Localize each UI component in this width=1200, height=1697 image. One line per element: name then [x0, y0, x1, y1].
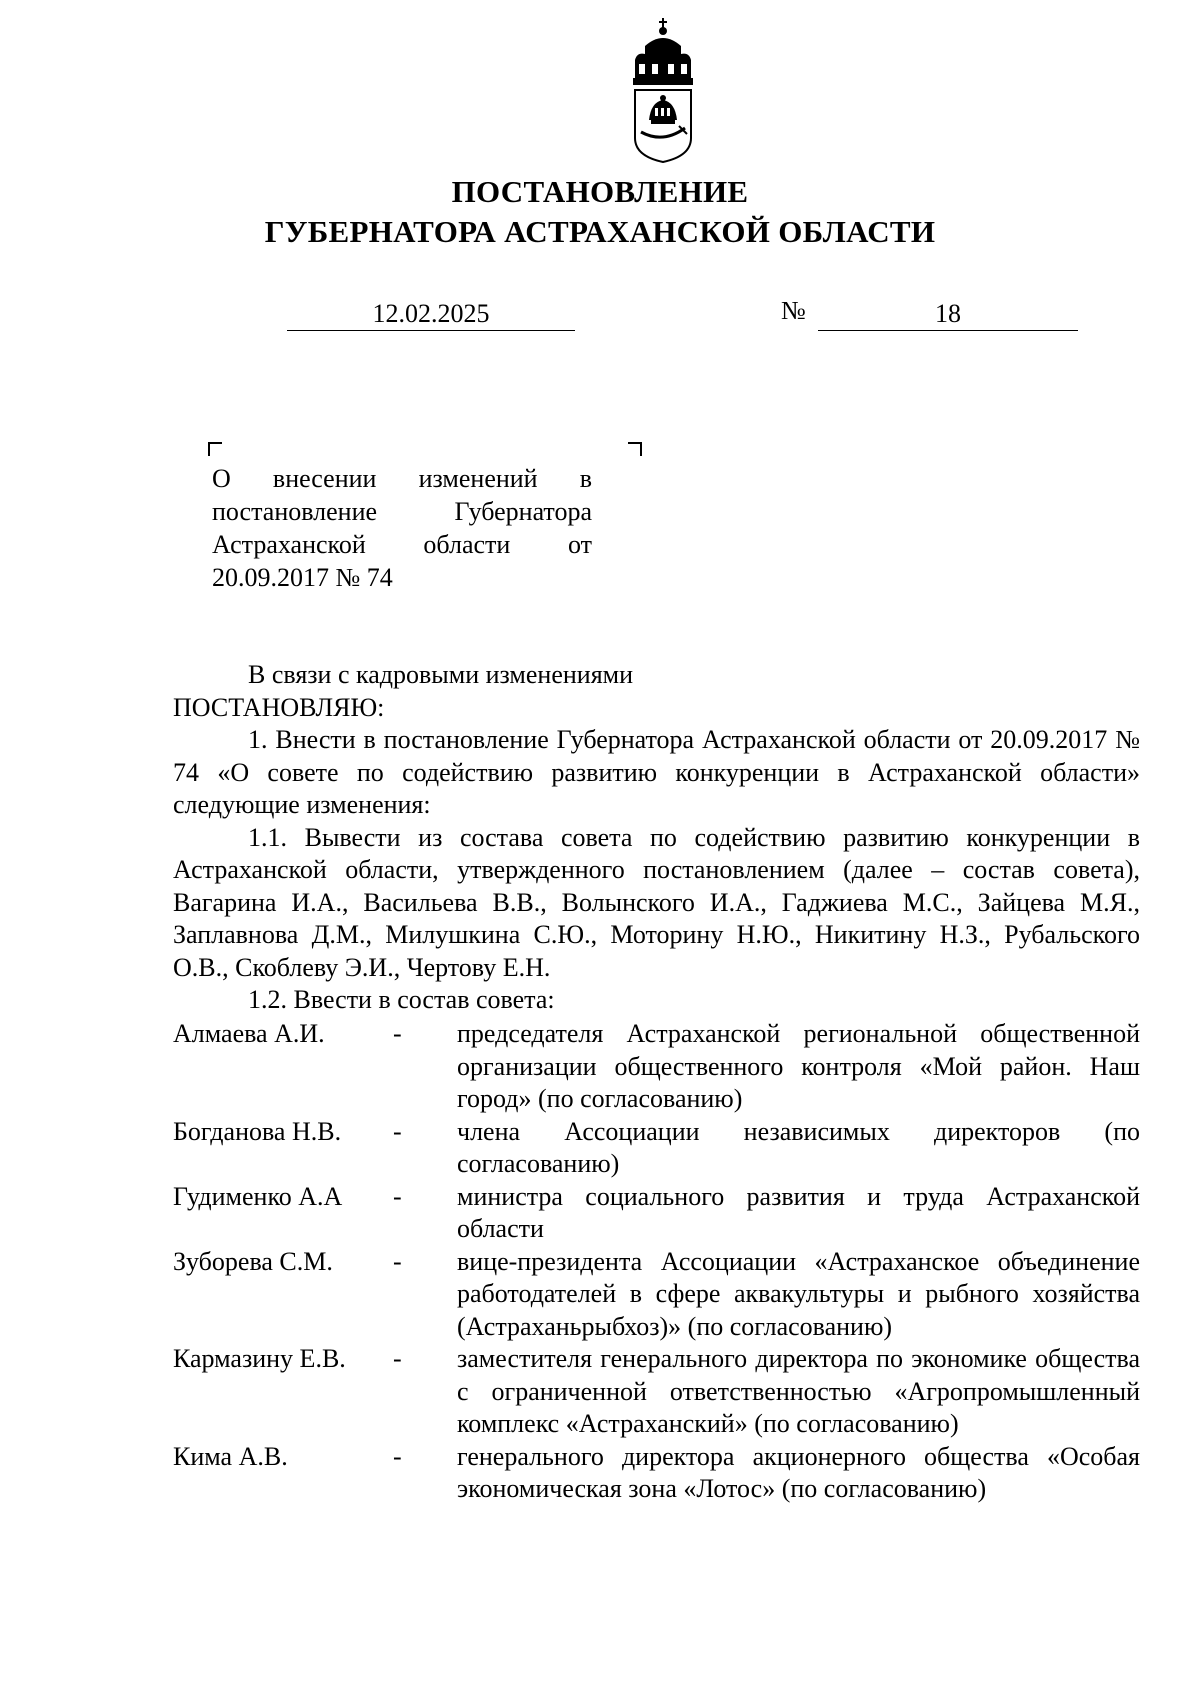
- member-position: члена Ассоциации независимых директоров (по согласованию): [457, 1116, 1140, 1178]
- member-name: Богданова Н.В.: [173, 1116, 342, 1146]
- member-dash: -: [393, 1181, 402, 1211]
- member-name: Алмаева А.И.: [173, 1019, 325, 1048]
- coat-of-arms-emblem: [625, 16, 701, 166]
- member-position: министра социального развития и труда Астраханской области: [457, 1181, 1140, 1243]
- members-list: [173, 1018, 1140, 1506]
- paragraph-1-2: 1.2. Ввести в состав совета:: [248, 985, 555, 1014]
- number-sign: №: [781, 296, 806, 325]
- member-row: [173, 1116, 1140, 1181]
- member-dash: -: [393, 1441, 402, 1471]
- member-row: [173, 1018, 1140, 1116]
- member-name: Зуборева С.М.: [173, 1246, 333, 1276]
- member-row: [173, 1343, 1140, 1441]
- member-position: вице-президента Ассоциации «Астраханское объединение работодателей в сфере аквакультуры и рыбного хозяйства (Астраханьрыбхоз)» (по согласованию): [457, 1246, 1140, 1341]
- subject-corner-left: [208, 442, 222, 456]
- subject-line-4: 20.09.2017 № 74: [212, 563, 393, 592]
- paragraph-1: 1. Внести в постановление Губернатора Астраханской области от 20.09.2017 № 74 «О совете по содействию развитию конкуренции в Астраханской области» следующие изменения:: [173, 725, 1140, 819]
- document-number: 18: [818, 298, 1078, 331]
- member-name: Кима А.В.: [173, 1441, 288, 1471]
- member-row: [173, 1181, 1140, 1246]
- member-dash: -: [393, 1246, 402, 1276]
- member-position: заместителя генерального директора по экономике общества с ограниченной ответственностью «Агропромышленный комплекс «Астраханский» (по согласованию): [457, 1344, 1140, 1438]
- issuer-title: ГУБЕРНАТОРА АСТРАХАНСКОЙ ОБЛАСТИ: [264, 214, 936, 249]
- member-dash: -: [393, 1344, 402, 1373]
- intro-paragraph: В связи с кадровыми изменениями: [248, 660, 634, 689]
- member-dash: -: [393, 1116, 402, 1146]
- subject-corner-right: [628, 442, 642, 456]
- subject-line-3: Астраханской области от: [212, 530, 592, 559]
- member-position: председателя Астраханской региональной общественной организации общественного контроля «Мой район. Наш город» (по согласованию): [457, 1019, 1140, 1113]
- member-dash: -: [393, 1019, 402, 1048]
- member-position: генерального директора акционерного общества «Особая экономическая зона «Лотос» (по согласованию): [457, 1441, 1140, 1503]
- subject-line-2: постановление Губернатора: [212, 497, 592, 526]
- member-name: Кармазину Е.В.: [173, 1344, 346, 1373]
- paragraph-1-1: 1.1. Вывести из состава совета по содействию развитию конкуренции в Астраханской области, утвержденного постановлением (далее – состав совета), Вагарина И.А., Васильева В.В., Волынского И.А., Гаджиева М.С., Зайцева М.Я., Заплавнова Д.М., Милушкина С.Ю., Моторину Н.Ю., Никитину Н.З., Рубальского О.В., Скоблеву Э.И., Чертову Е.Н.: [173, 822, 1140, 982]
- decree-word: ПОСТАНОВЛЯЮ:: [173, 692, 385, 722]
- member-row: [173, 1441, 1140, 1506]
- document-subject: [212, 462, 592, 594]
- member-name: Гудименко А.А: [173, 1181, 343, 1211]
- member-row: [173, 1246, 1140, 1344]
- document-type-title: ПОСТАНОВЛЕНИЕ: [451, 174, 749, 209]
- document-body: [173, 659, 1140, 1017]
- subject-line-1: О внесении изменений в: [212, 464, 593, 493]
- document-date: 12.02.2025: [287, 298, 575, 331]
